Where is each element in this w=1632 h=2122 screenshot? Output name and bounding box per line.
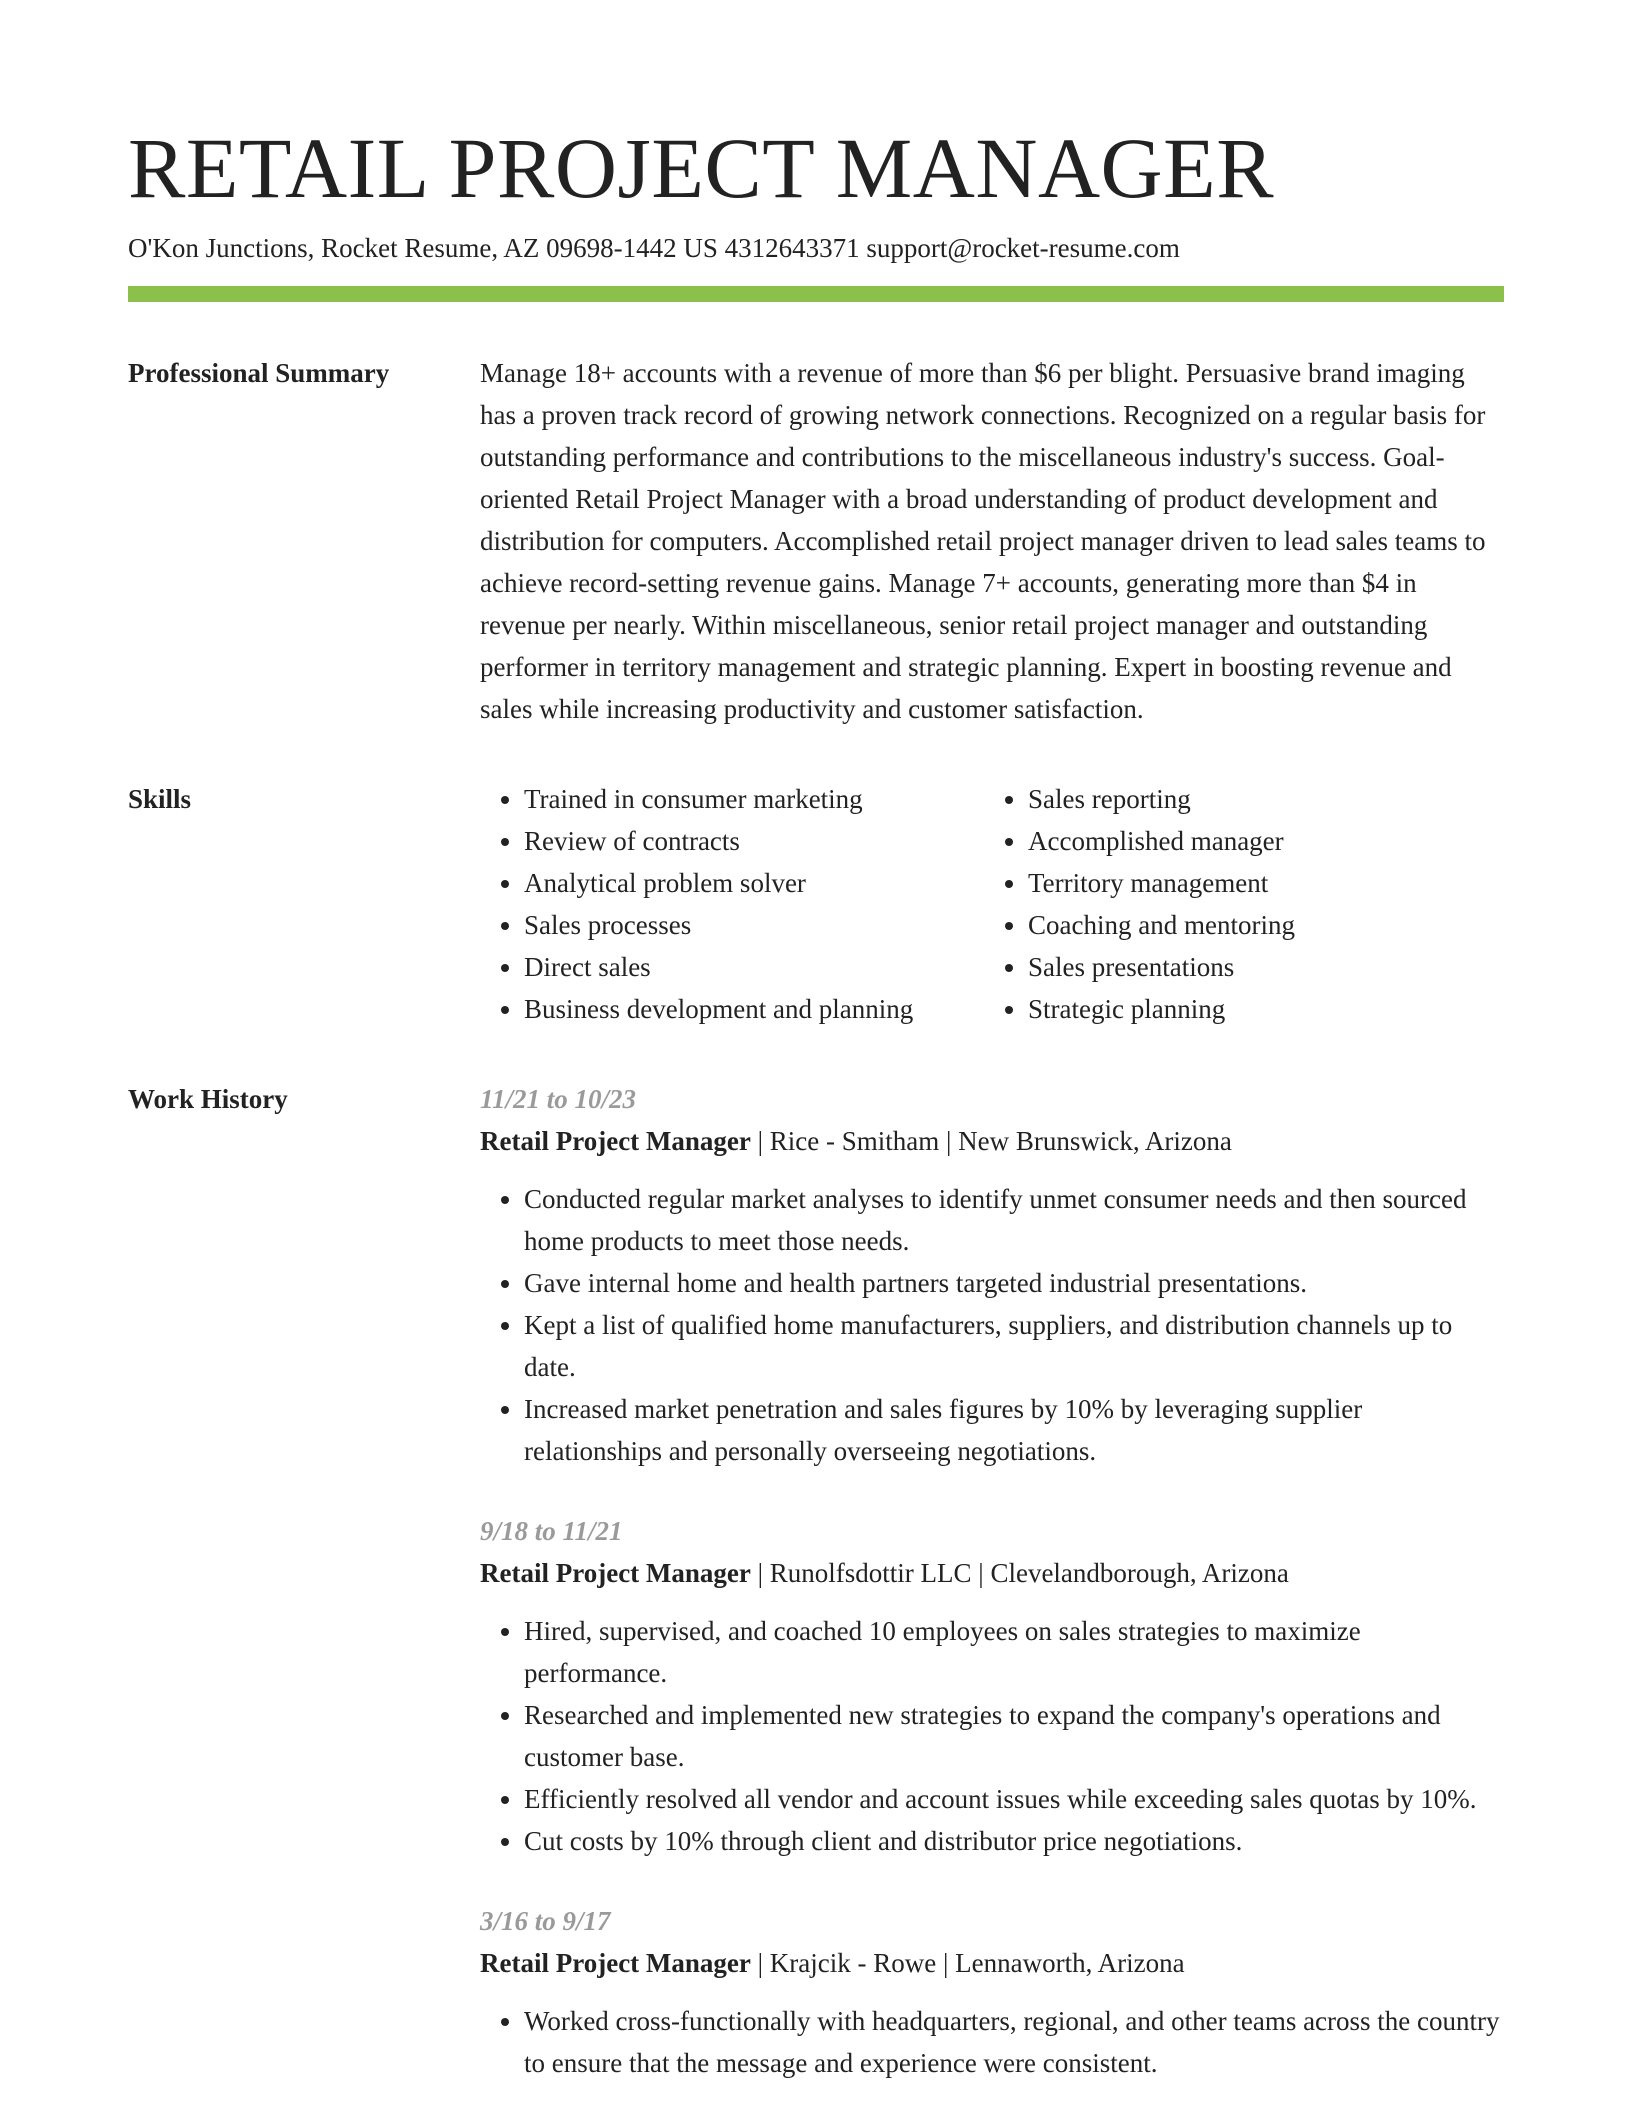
job-bullet: • Worked cross-functionally with headquarters, regional, and other teams across the country to ensure that the message and experience were consistent. — [524, 2000, 1504, 2084]
summary-heading: Professional Summary — [128, 358, 390, 388]
summary-text: Manage 18+ accounts with a revenue of more than $6 per blight. Persuasive brand imaging has a proven track record of growing network connections. Recognized on a regular basis for outstanding performance and contributions to the miscellaneous industry's success. Goal-oriented Retail Project Manager with a broad understanding of product development and distribution for computers. Accomplished retail project manager driven to lead sales teams to achieve record-setting revenue gains. Manage 7+ accounts, generating more than $4 in revenue per nearly. Within miscellaneous, senior retail project manager and outstanding performer in territory management and strategic planning. Expert in boosting revenue and sales while increasing productivity and customer satisfaction. — [480, 358, 1486, 724]
job-company-location: | Krajcik - Rowe | Lennaworth, Arizona — [750, 1948, 1185, 1978]
skills-list-right — [984, 778, 1295, 1030]
skill-item: • Sales processes — [524, 904, 984, 946]
skill-item: • Trained in consumer marketing — [524, 778, 984, 820]
job-bullet: • Researched and implemented new strategies to expand the company's operations and customer base. — [524, 1694, 1504, 1778]
job-entry — [480, 1510, 1504, 1862]
job-bullet: • Gave internal home and health partners targeted industrial presentations. — [524, 1262, 1504, 1304]
skill-item: • Sales presentations — [1028, 946, 1295, 988]
skills-section — [128, 778, 1504, 1030]
job-bullet: • Kept a list of qualified home manufacturers, suppliers, and distribution channels up to date. — [524, 1304, 1504, 1388]
summary-body — [480, 352, 1504, 730]
skill-item: • Accomplished manager — [1028, 820, 1295, 862]
job-bullet: • Efficiently resolved all vendor and account issues while exceeding sales quotas by 10%. — [524, 1778, 1504, 1820]
job-bullet: • Cut costs by 10% through client and distributor price negotiations. — [524, 1820, 1504, 1862]
work-body — [480, 1078, 1504, 2122]
skill-item: • Strategic planning — [1028, 988, 1295, 1030]
skill-item: • Review of contracts — [524, 820, 984, 862]
work-heading: Work History — [128, 1084, 288, 1114]
skill-item: • Sales reporting — [1028, 778, 1295, 820]
job-bullet: • Hired, supervised, and coached 10 employees on sales strategies to maximize performance. — [524, 1610, 1504, 1694]
job-bullet: • Conducted regular market analyses to identify unmet consumer needs and then sourced home products to meet those needs. — [524, 1178, 1504, 1262]
summary-section — [128, 352, 1504, 730]
job-company-location: | Rice - Smitham | New Brunswick, Arizona — [750, 1126, 1232, 1156]
skill-item: • Direct sales — [524, 946, 984, 988]
skill-item: • Territory management — [1028, 862, 1295, 904]
skill-item: • Coaching and mentoring — [1028, 904, 1295, 946]
resume-page — [128, 0, 1504, 2122]
job-company-location: | Runolfsdottir LLC | Clevelandborough, Arizona — [750, 1558, 1289, 1588]
job-bullet: • Increased market penetration and sales figures by 10% by leveraging supplier relationships and personally overseeing negotiations. — [524, 1388, 1504, 1472]
job-entry — [480, 1900, 1504, 2084]
resume-name: RETAIL PROJECT MANAGER — [128, 120, 1275, 216]
skills-list-left — [480, 778, 984, 1030]
job-title-line — [480, 1942, 1504, 1984]
skills-body — [480, 778, 1504, 1030]
skills-heading: Skills — [128, 784, 192, 814]
work-section — [128, 1078, 1504, 2122]
job-entry — [480, 1078, 1504, 1472]
job-title: Retail Project Manager — [480, 1558, 751, 1588]
job-dates: 3/16 to 9/17 — [480, 1906, 611, 1936]
job-bullet-list — [480, 2000, 1504, 2084]
skill-item: • Business development and planning — [524, 988, 984, 1030]
job-title-line — [480, 1552, 1504, 1594]
job-title-line — [480, 1120, 1504, 1162]
job-title: Retail Project Manager — [480, 1126, 751, 1156]
job-title: Retail Project Manager — [480, 1948, 751, 1978]
job-bullet-list — [480, 1610, 1504, 1862]
skill-item: • Analytical problem solver — [524, 862, 984, 904]
job-dates: 9/18 to 11/21 — [480, 1516, 623, 1546]
job-bullet-list — [480, 1178, 1504, 1472]
contact-info: O'Kon Junctions, Rocket Resume, AZ 09698-1442 US 4312643371 support@rocket-resume.com — [128, 233, 1180, 263]
job-dates: 11/21 to 10/23 — [480, 1084, 637, 1114]
accent-divider — [128, 286, 1504, 302]
